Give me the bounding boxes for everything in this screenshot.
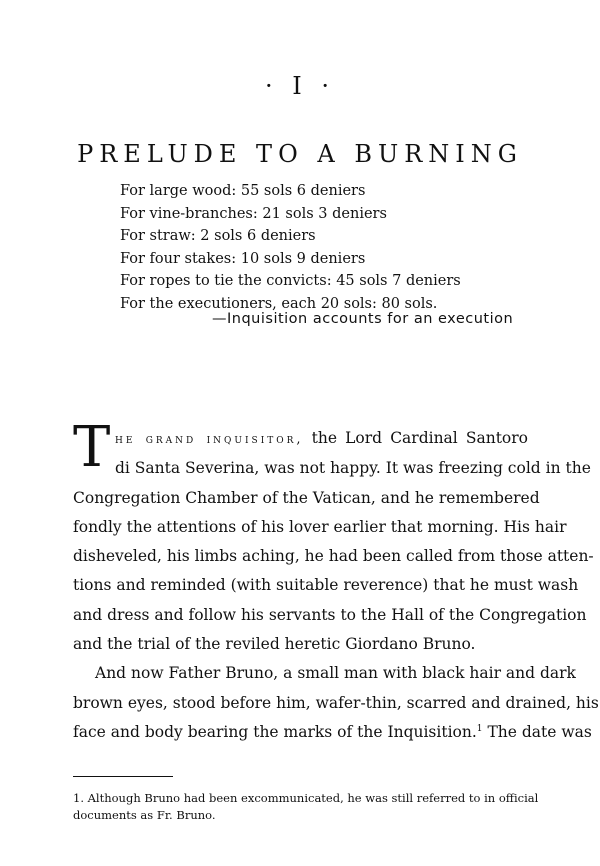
body-line-text: face and body bearing the marks of the Inquisition. xyxy=(73,722,477,741)
epigraph-line: For straw: 2 sols 6 deniers xyxy=(120,228,316,244)
footnote xyxy=(73,790,539,824)
epigraph-line: For ropes to tie the convicts: 45 sols 7 deniers xyxy=(120,273,461,289)
small-caps-lead: he grand inquisitor, xyxy=(115,432,304,447)
body-line: tions and reminded (with suitable reverence) that he must wash xyxy=(73,576,579,595)
body-line: disheveled, his limbs aching, he had been called from those atten- xyxy=(73,547,594,566)
epigraph-line: For large wood: 55 sols 6 deniers xyxy=(120,183,366,199)
footnote-line: documents as Fr. Bruno. xyxy=(73,808,216,822)
chapter-number: · I · xyxy=(265,72,335,100)
body-line: and the trial of the reviled heretic Giordano Bruno. xyxy=(73,635,476,654)
body-line: brown eyes, stood before him, wafer-thin, scarred and drained, his xyxy=(73,693,599,712)
footnote-line: 1. Although Bruno had been excommunicated, he was still referred to in official xyxy=(73,791,539,805)
body-line: And now Father Bruno, a small man with black hair and dark xyxy=(95,664,576,683)
body-line: di Santa Severina, was not happy. It was freezing cold in the xyxy=(115,459,591,478)
epigraph-line: For four stakes: 10 sols 9 deniers xyxy=(120,250,366,267)
body-line xyxy=(73,424,528,454)
body-line: and dress and follow his servants to the Hall of the Congregation xyxy=(73,605,587,624)
body-line-text: the Lord Cardinal Santoro xyxy=(311,429,528,447)
epigraph-line: For vine-branches: 21 sols 3 deniers xyxy=(120,205,387,222)
footnote-ref[interactable]: 1 xyxy=(476,723,483,734)
body-line: fondly the attentions of his lover earlier that morning. His hair xyxy=(73,517,567,536)
chapter-title: PRELUDE TO A BURNING xyxy=(77,140,523,169)
epigraph-attribution: —Inquisition accounts for an execution xyxy=(212,311,514,327)
footnote-rule xyxy=(73,776,173,777)
body-text xyxy=(73,424,599,747)
body-line-text: The date was xyxy=(482,722,592,741)
epigraph-line: For the executioners, each 20 sols: 80 sols. xyxy=(120,295,438,312)
drop-cap: T xyxy=(73,415,111,480)
epigraph xyxy=(120,180,461,315)
body-line: Congregation Chamber of the Vatican, and he remembered xyxy=(73,488,540,507)
body-line xyxy=(73,718,592,747)
